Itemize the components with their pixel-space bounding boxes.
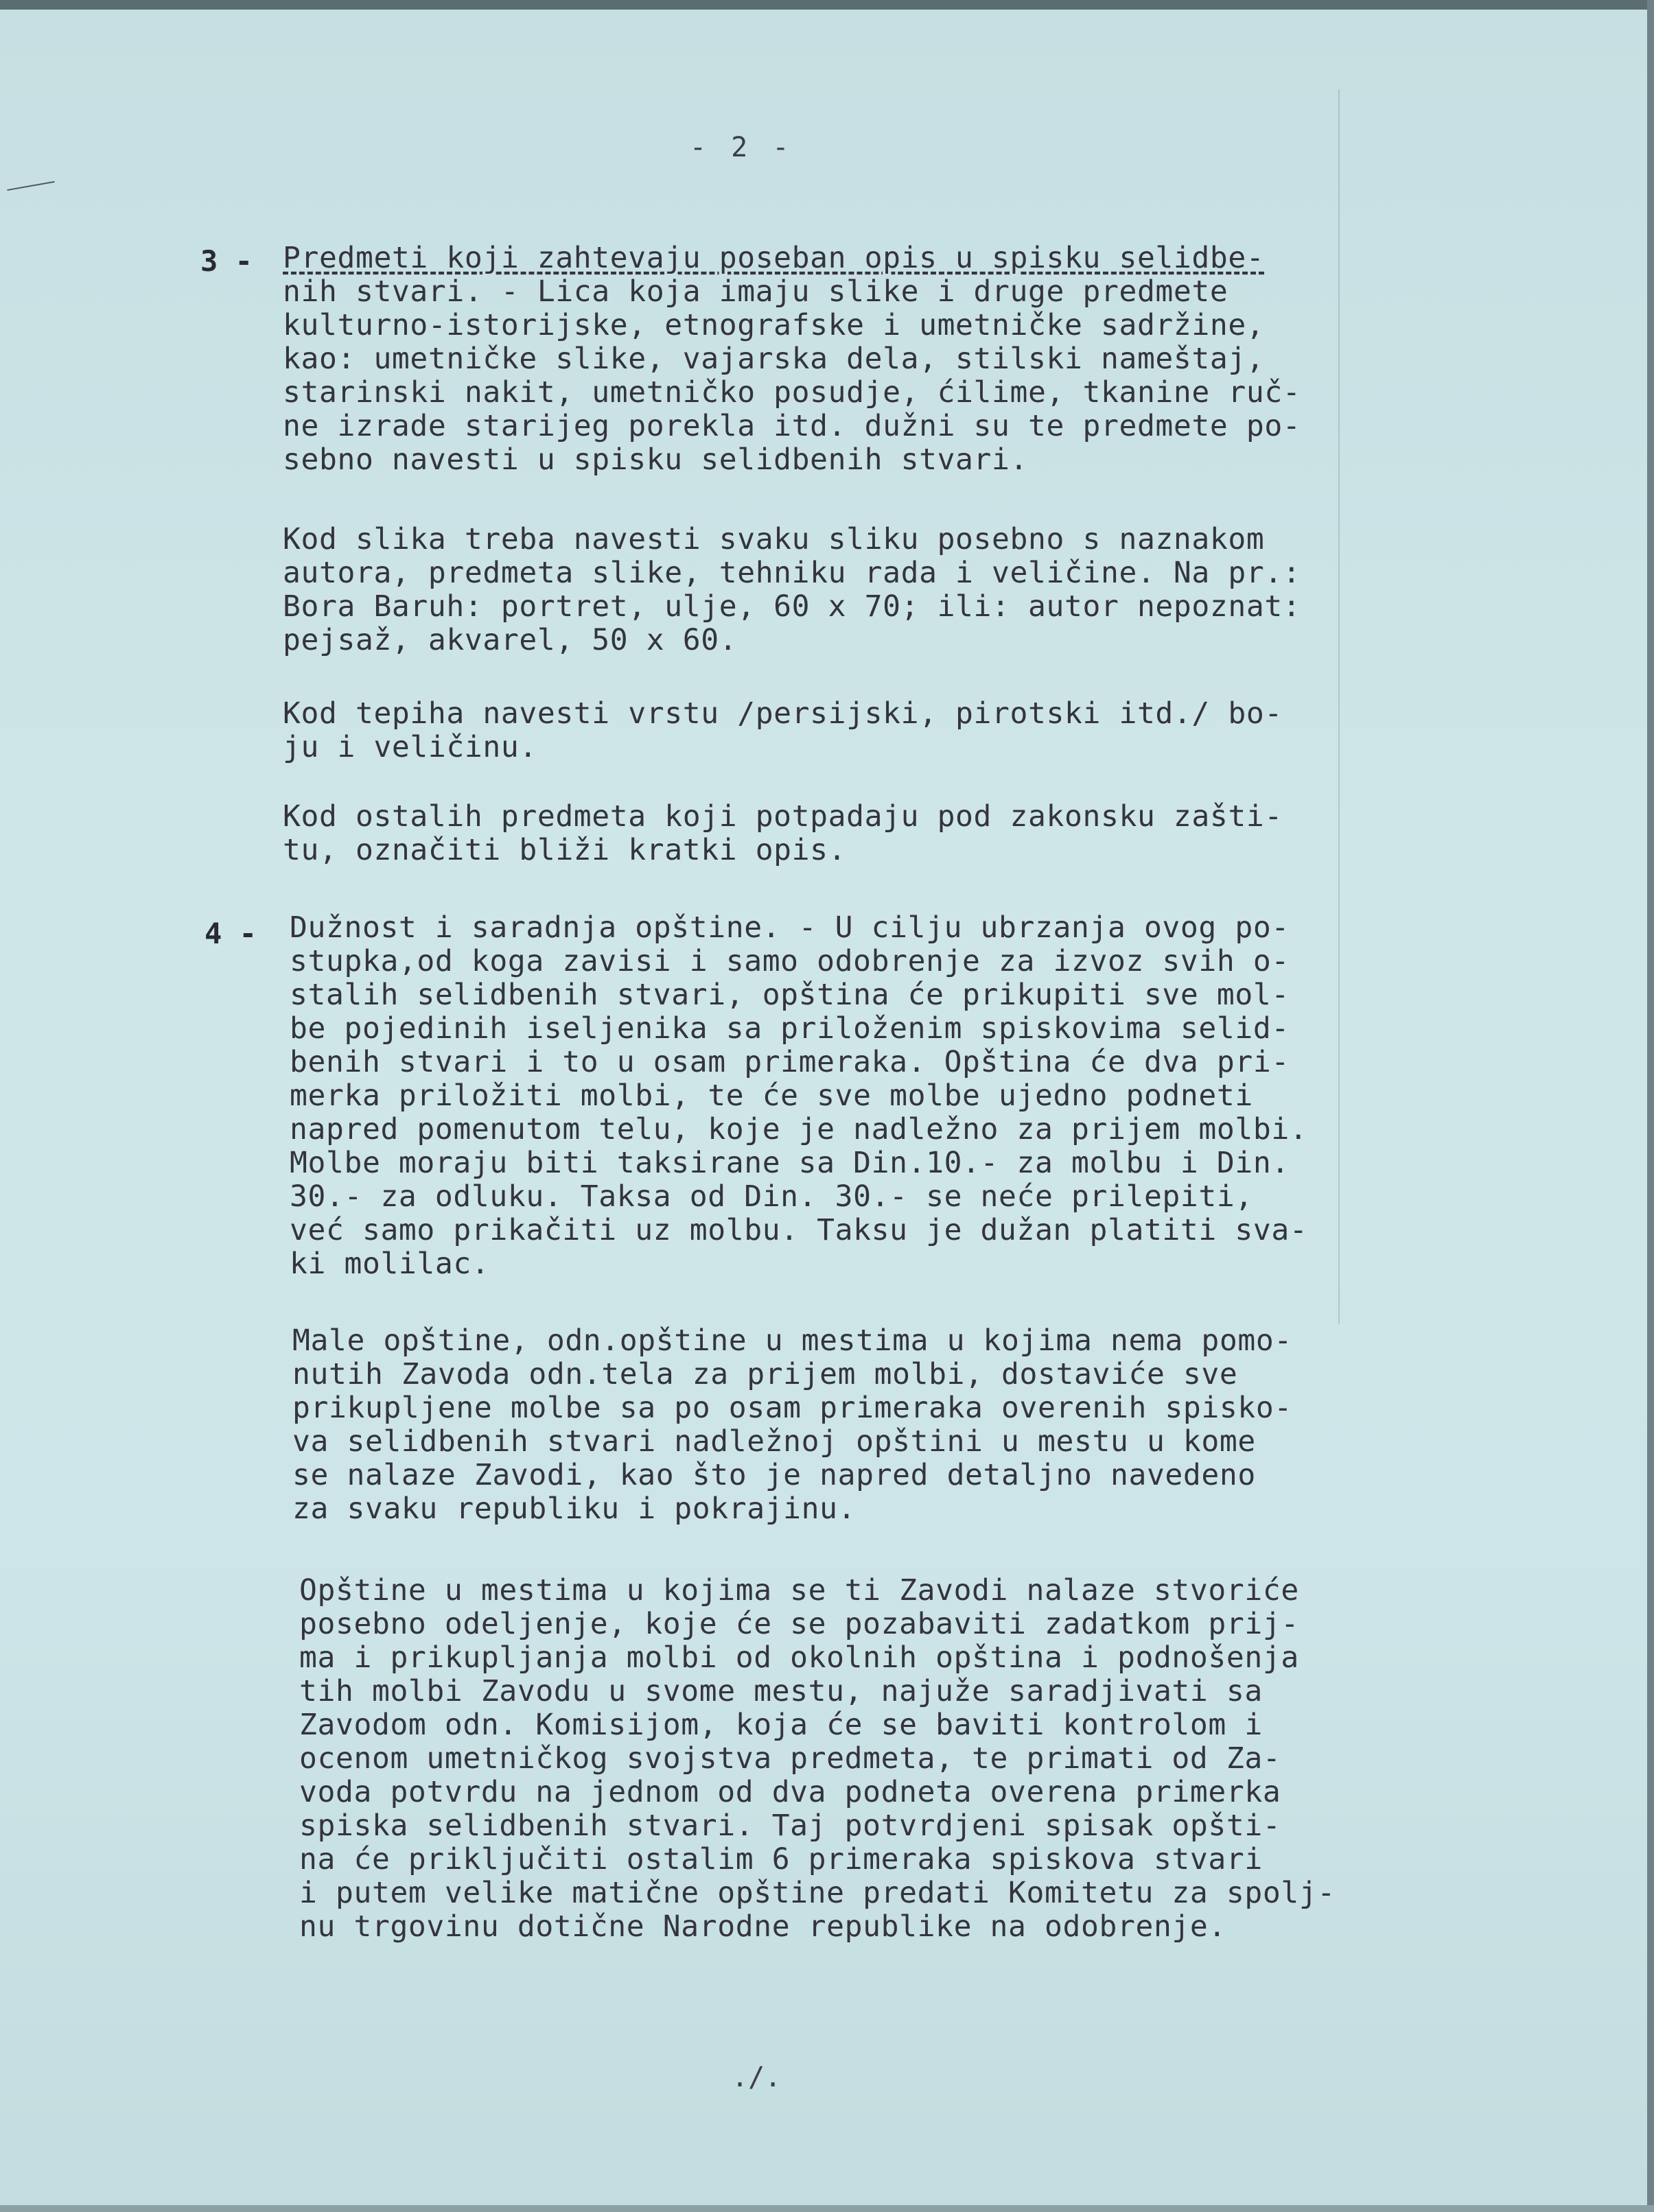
page-number: - 2 -	[690, 132, 793, 163]
section-4-line: nutih Zavoda odn.tela za prijem molbi, dostaviće sve	[292, 1357, 1238, 1391]
section-4-line: benih stvari i to u osam primeraka. Opština će dva pri-	[290, 1045, 1290, 1079]
section-3-line: Kod tepiha navesti vrstu /persijski, pirotski itd./ bo-	[283, 696, 1283, 731]
scan-edge-right	[1647, 0, 1654, 2212]
section-4-paragraph-2	[292, 1324, 1445, 1526]
section-3-line: kao: umetničke slike, vajarska dela, stilski nameštaj,	[283, 342, 1265, 376]
pencil-mark	[7, 181, 54, 191]
section-4-paragraph-3	[299, 1574, 1452, 1944]
section-4-line: merka priložiti molbi, te će sve molbe ujedno podneti	[290, 1079, 1253, 1113]
section-3-line: ju i veličinu.	[283, 730, 537, 764]
section-4-line: ocenom umetničkog svojstva predmeta, te primati od Za-	[299, 1741, 1281, 1776]
section-4-line: spiska selidbenih stvari. Taj potvrdjeni spisak opšti-	[299, 1809, 1281, 1843]
section-3-paragraph-4	[283, 800, 1436, 867]
section-3-line: sebno navesti u spisku selidbenih stvari.	[283, 443, 1029, 477]
section-4-line: be pojedinih iseljenika sa priloženim spiskovima selid-	[290, 1011, 1290, 1046]
section-4-line: Dužnost i saradnja opštine. - U cilju ubrzanja ovog po-	[290, 910, 1290, 945]
section-4-line: Opštine u mestima u kojima se ti Zavodi nalaze stvoriće	[299, 1573, 1299, 1608]
section-4-line: napred pomenutom telu, koje je nadležno za prijem molbi.	[290, 1112, 1308, 1146]
section-4-line: Male opštine, odn.opštine u mestima u kojima nema pomo-	[292, 1323, 1292, 1358]
section-4-line: tih molbi Zavodu u svome mestu, najuže saradjivati sa	[299, 1674, 1263, 1708]
section-3-line: autora, predmeta slike, tehniku rada i veličine. Na pr.:	[283, 556, 1301, 590]
section-3-line: tu, označiti bliži kratki opis.	[283, 833, 847, 867]
section-3-line: Predmeti koji zahtevaju poseban opis u spisku selidbe-	[283, 241, 1265, 275]
section-4-line: za svaku republiku i pokrajinu.	[292, 1492, 857, 1526]
section-4-line: prikupljene molbe sa po osam primeraka overenih spisko-	[292, 1391, 1292, 1425]
section-3-number: 3 -	[200, 244, 253, 278]
section-4-line: voda potvrdu na jednom od dva podneta overena primerka	[299, 1775, 1281, 1809]
section-4-line: već samo prikačiti uz molbu. Taksu je dužan platiti sva-	[290, 1213, 1308, 1247]
section-3-line: Kod slika treba navesti svaku sliku posebno s naznakom	[283, 522, 1265, 556]
section-4-line: ki molilac.	[290, 1247, 490, 1281]
section-4-paragraph-1	[290, 911, 1443, 1281]
scan-edge-top	[0, 0, 1654, 10]
section-4-line: stalih selidbenih stvari, opština će prikupiti sve mol-	[290, 978, 1290, 1012]
section-3-line: pejsaž, akvarel, 50 x 60.	[283, 623, 738, 657]
section-4-line: va selidbenih stvari nadležnoj opštini u mestu u kome	[292, 1424, 1256, 1459]
section-3-line: kulturno-istorijske, etnografske i umetničke sadržine,	[283, 308, 1265, 342]
scan-edge-bottom	[0, 2205, 1654, 2212]
section-4-line: na će priključiti ostalim 6 primeraka spiskova stvari	[299, 1842, 1263, 1876]
section-4-line: i putem velike matične opštine predati Komitetu za spolj-	[299, 1876, 1336, 1910]
section-3-line: Bora Baruh: portret, ulje, 60 x 70; ili: autor nepoznat:	[283, 589, 1301, 624]
section-4-line: 30.- za odluku. Taksa od Din. 30.- se neće prilepiti,	[290, 1179, 1253, 1214]
section-3-paragraph-3	[283, 697, 1436, 764]
section-4-line: se nalaze Zavodi, kao što je napred detaljno navedeno	[292, 1458, 1256, 1492]
section-3-line: ne izrade starijeg porekla itd. dužni su te predmete po-	[283, 409, 1301, 443]
section-4-line: posebno odeljenje, koje će se pozabaviti zadatkom prij-	[299, 1607, 1299, 1641]
section-4-line: stupka,od koga zavisi i samo odobrenje za izvoz svih o-	[290, 944, 1290, 978]
section-4-line: Zavodom odn. Komisijom, koja će se baviti kontrolom i	[299, 1708, 1263, 1742]
section-3-paragraph-2	[283, 523, 1436, 657]
section-3-line: nih stvari. - Lica koja imaju slike i druge predmete	[283, 274, 1228, 309]
section-4-line: ma i prikupljanja molbi od okolnih opština i podnošenja	[299, 1640, 1299, 1675]
section-3-line: Kod ostalih predmeta koji potpadaju pod zakonsku zašti-	[283, 799, 1283, 834]
section-4-line: Molbe moraju biti taksirane sa Din.10.- za molbu i Din.	[290, 1146, 1290, 1180]
continuation-mark: ./.	[732, 2062, 782, 2093]
section-3-line: starinski nakit, umetničko posudje, ćilime, tkanine ruč-	[283, 375, 1301, 410]
section-4-number: 4 -	[205, 917, 257, 950]
section-4-line: nu trgovinu dotične Narodne republike na odobrenje.	[299, 1909, 1226, 1944]
section-3-paragraph-1	[283, 242, 1436, 477]
